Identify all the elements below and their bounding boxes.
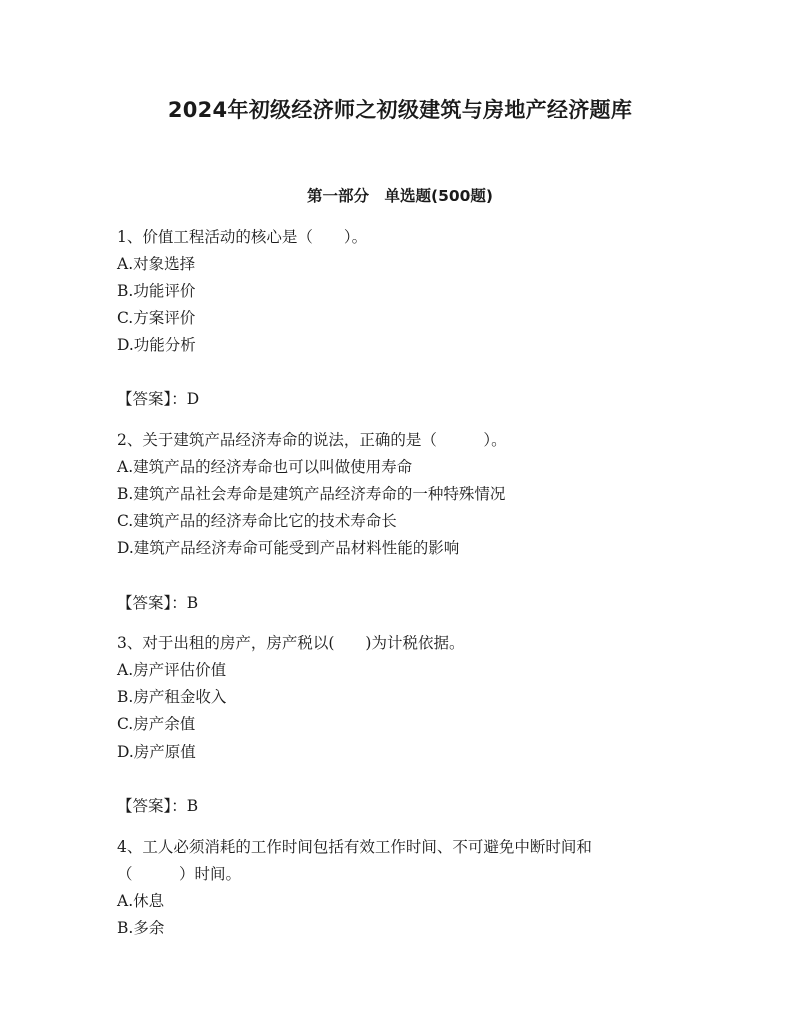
question-1-option-a: A.对象选择 <box>117 255 196 273</box>
question-3-option-c: C.房产余值 <box>117 715 196 733</box>
question-2-option-d: D.建筑产品经济寿命可能受到产品材料性能的影响 <box>117 539 460 557</box>
question-2-stem: 2、关于建筑产品经济寿命的说法，正确的是（ ）。 <box>117 431 507 449</box>
question-4-stem-continued: （ ）时间。 <box>117 865 242 883</box>
question-1-option-c: C.方案评价 <box>117 309 196 327</box>
question-3-answer: 【答案】：B <box>117 797 199 815</box>
section-heading: 第一部分 单选题(500题) <box>306 187 494 205</box>
question-2-option-b: B.建筑产品社会寿命是建筑产品经济寿命的一种特殊情况 <box>117 485 506 503</box>
question-2-option-a: A.建筑产品的经济寿命也可以叫做使用寿命 <box>117 458 413 476</box>
question-4-stem: 4、工人必须消耗的工作时间包括有效工作时间、不可避免中断时间和 <box>117 838 592 856</box>
question-1-answer: 【答案】：D <box>117 390 200 408</box>
document-title: 2024年初级经济师之初级建筑与房地产经济题库 <box>167 98 633 122</box>
question-4-option-a: A.休息 <box>117 892 165 910</box>
question-3-option-d: D.房产原值 <box>117 743 196 761</box>
question-4-option-b: B.多余 <box>117 919 165 937</box>
question-3-option-b: B.房产租金收入 <box>117 688 227 706</box>
question-2-option-c: C.建筑产品的经济寿命比它的技术寿命长 <box>117 512 397 530</box>
question-1-stem: 1、价值工程活动的核心是（ ）。 <box>117 228 368 246</box>
question-3-option-a: A.房产评估价值 <box>117 661 227 679</box>
question-3-stem: 3、对于出租的房产，房产税以( )为计税依据。 <box>117 634 465 652</box>
question-2-answer: 【答案】：B <box>117 594 199 612</box>
question-1-option-b: B.功能评价 <box>117 282 196 300</box>
question-1-option-d: D.功能分析 <box>117 336 196 354</box>
